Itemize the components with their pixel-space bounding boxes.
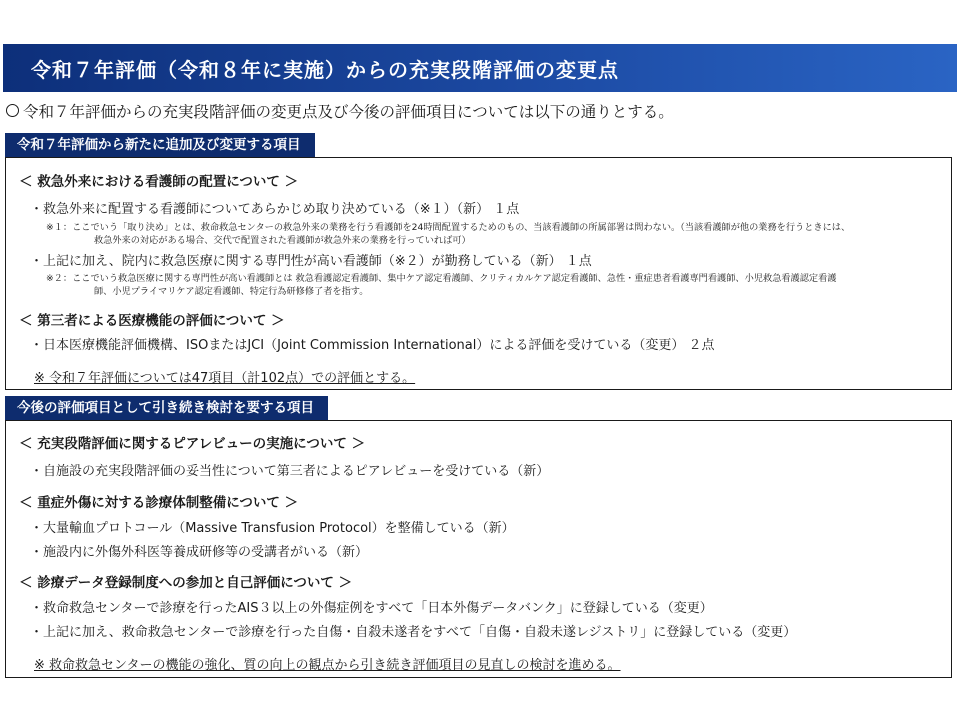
section2-label: 今後の評価項目として引き続き検討を要する項目 [5, 396, 328, 420]
s1-group2-heading: ＜ 第三者による医療機能の評価について ＞ [19, 313, 285, 329]
s1-footnote: ※ 令和７年評価については47項目（計102点）での評価とする。 [34, 371, 416, 386]
s1-group1-heading: ＜ 救急外来における看護師の配置について ＞ [19, 174, 299, 190]
s2-group3-item1: ・救命救急センターで診療を行ったAIS３以上の外傷症例をすべて「日本外傷データバンク」に登録している（変更） [30, 601, 713, 616]
s1-note1-line2: 救急外来の対応がある場合、交代で配置された看護師が救急外来の業務を行っていれば可） [94, 235, 471, 246]
intro-label: 令和７年評価からの充実段階評価の変更点及び今後の評価項目については以下の通りとする。 [23, 103, 674, 121]
s2-footnote: ※ 救命救急センターの機能の強化、質の向上の観点から引き続き評価項目の見直しの検討を進める。 [34, 658, 621, 673]
s2-group2-item2: ・施設内に外傷外科医等養成研修等の受講者がいる（新） [30, 545, 369, 560]
s1-group1-item1: ・救急外来に配置する看護師についてあらかじめ取り決めている（※１）（新） １点 [30, 202, 520, 217]
s1-group1-item2: ・上記に加え、院内に救急医療に関する専門性が高い看護師（※２）が勤務している（新） １点 [30, 254, 592, 269]
s2-group1-item1: ・自施設の充実段階評価の妥当性について第三者によるピアレビューを受けている（新） [30, 464, 550, 479]
s2-group3-heading: ＜ 診療データ登録制度への参加と自己評価について ＞ [19, 575, 353, 591]
s1-note1-line1: ※１：ここでいう「取り決め」とは、救命救急センターの救急外来の業務を行う看護師を24時間配置するためのもの、当該看護師の所属部署は問わない。（当該看護師が他の業務を行うときには、 [46, 222, 851, 233]
section2-box [5, 420, 952, 678]
s1-group2-item1: ・日本医療機能評価機構、ISOまたはJCI（Joint Commission International）による評価を受けている（変更） ２点 [30, 338, 715, 353]
s2-group2-item1: ・大量輸血プロトコール（Massive Transfusion Protocol）を整備している（新） [30, 521, 515, 536]
s2-group3-item2: ・上記に加え、救命救急センターで診療を行った自傷・自殺未遂者をすべて「自傷・自殺未遂レジストリ」に登録している（変更） [30, 625, 797, 640]
section1-box [5, 157, 952, 390]
section1-label: 令和７年評価から新たに追加及び変更する項目 [5, 133, 315, 157]
circle-bullet-icon [6, 104, 19, 117]
s2-group2-heading: ＜ 重症外傷に対する診療体制整備について ＞ [19, 495, 299, 511]
s1-note2-line1: ※２：ここでいう救急医療に関する専門性が高い看護師とは 救急看護認定看護師、集中ケア認定看護師、クリティカルケア認定看護師、急性・重症患者看護専門看護師、小児救急看護認定看護 [46, 273, 837, 284]
s2-group1-heading: ＜ 充実段階評価に関するピアレビューの実施について ＞ [19, 436, 366, 452]
page-title: 令和７年評価（令和８年に実施）からの充実段階評価の変更点 [31, 57, 619, 82]
intro-text [6, 100, 674, 122]
s1-note2-line2: 師、小児プライマリケア認定看護師、特定行為研修修了者を指す。 [94, 286, 369, 297]
title-bar [3, 44, 957, 92]
